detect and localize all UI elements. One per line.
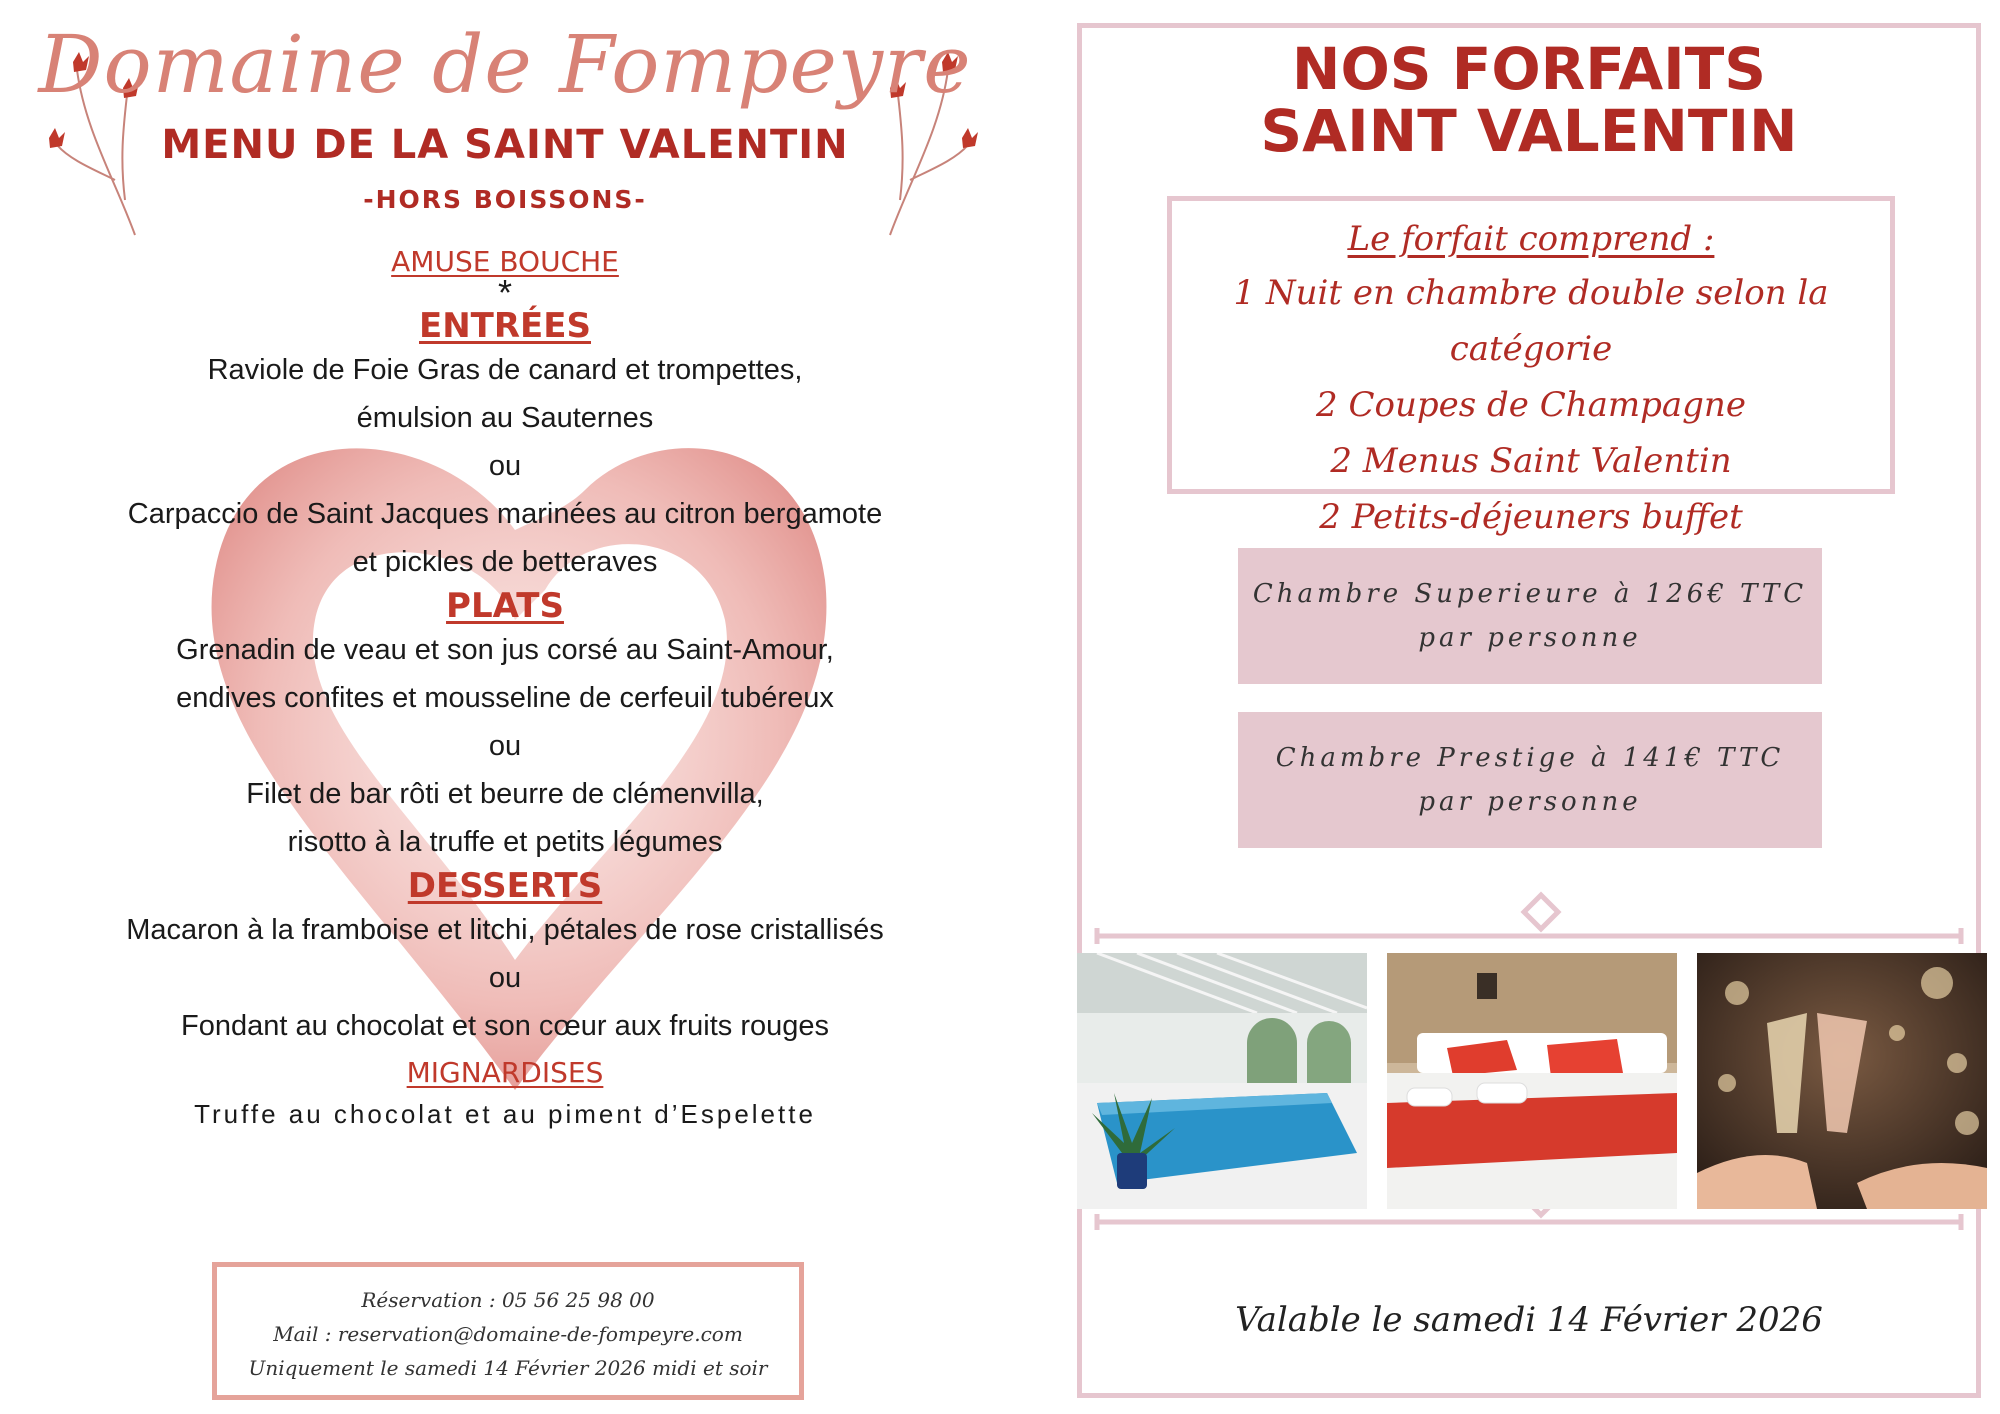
dish-line: émulsion au Sauternes: [356, 402, 654, 434]
includes-item: 2 Petits-déjeuners buffet: [1319, 497, 1743, 537]
dish-line: Grenadin de veau et son jus corsé au Saint-Amour,: [176, 634, 834, 666]
price-superieure: [1238, 548, 1822, 684]
mignardises-text: Truffe au chocolat et au piment d’Espelette: [194, 1099, 816, 1129]
hotel-bedroom-photo: [1387, 953, 1677, 1209]
price-prestige-label: Chambre Prestige à 141€ TTC: [1275, 743, 1785, 773]
includes-item: 2 Coupes de Champagne: [1316, 385, 1746, 425]
dish-or: ou: [488, 730, 522, 762]
price-prestige-unit: par personne: [1418, 787, 1642, 817]
section-mignardises: MIGNARDISES: [406, 1056, 604, 1089]
section-plats: PLATS: [446, 586, 564, 626]
menu-subtitle: -HORS BOISSONS-: [363, 185, 647, 214]
separator-star: *: [497, 272, 512, 313]
dish-line: endives confites et mousseline de cerfeuil tubéreux: [176, 682, 834, 714]
includes-item: 1 Nuit en chambre double selon la catégorie: [1233, 273, 1829, 369]
forfaits-title: [1077, 35, 1981, 165]
dish-line: Fondant au chocolat et son cœur aux fruits rouges: [180, 1010, 829, 1042]
forfaits-title-line1: NOS FORFAITS: [1291, 35, 1767, 103]
dish-line: Macaron à la framboise et litchi, pétales de rose cristallisés: [126, 914, 884, 946]
includes-item: 2 Menus Saint Valentin: [1330, 441, 1732, 481]
validity-date: Valable le samedi 14 Février 2026: [1235, 1300, 1823, 1340]
champagne-toast-photo: [1697, 953, 1987, 1209]
dish-or: ou: [488, 962, 522, 994]
section-amuse-bouche: AMUSE BOUCHE: [391, 245, 619, 278]
dish-line: Carpaccio de Saint Jacques marinées au citron bergamote: [127, 498, 883, 530]
reservation-box: [212, 1262, 804, 1400]
dish-line: Raviole de Foie Gras de canard et trompettes,: [207, 354, 803, 386]
forfaits-title-line2: SAINT VALENTIN: [1260, 97, 1798, 165]
menu-title: MENU DE LA SAINT VALENTIN: [161, 122, 849, 168]
dish-line: risotto à la truffe et petits légumes: [287, 826, 723, 858]
dish-line: Filet de bar rôti et beurre de clémenvilla,: [246, 778, 764, 810]
indoor-pool-photo: [1077, 953, 1367, 1209]
price-superieure-unit: par personne: [1418, 623, 1642, 653]
dish-or: ou: [488, 450, 522, 482]
price-prestige: [1238, 712, 1822, 848]
includes-heading: Le forfait comprend :: [1347, 219, 1715, 259]
section-entrees: ENTRÉES: [419, 306, 591, 346]
reservation-mail: Mail : reservation@domaine-de-fompeyre.com: [273, 1322, 743, 1346]
price-superieure-label: Chambre Superieure à 126€ TTC: [1252, 579, 1808, 609]
reservation-phone: Réservation : 05 56 25 98 00: [361, 1288, 655, 1312]
section-desserts: DESSERTS: [407, 866, 603, 906]
includes-box: [1167, 196, 1895, 537]
brand-name: Domaine de Fompeyre: [38, 18, 972, 111]
menu-content: [60, 245, 950, 1130]
dish-line: et pickles de betteraves: [352, 546, 658, 578]
reservation-date: Uniquement le samedi 14 Février 2026 midi et soir: [248, 1356, 768, 1380]
